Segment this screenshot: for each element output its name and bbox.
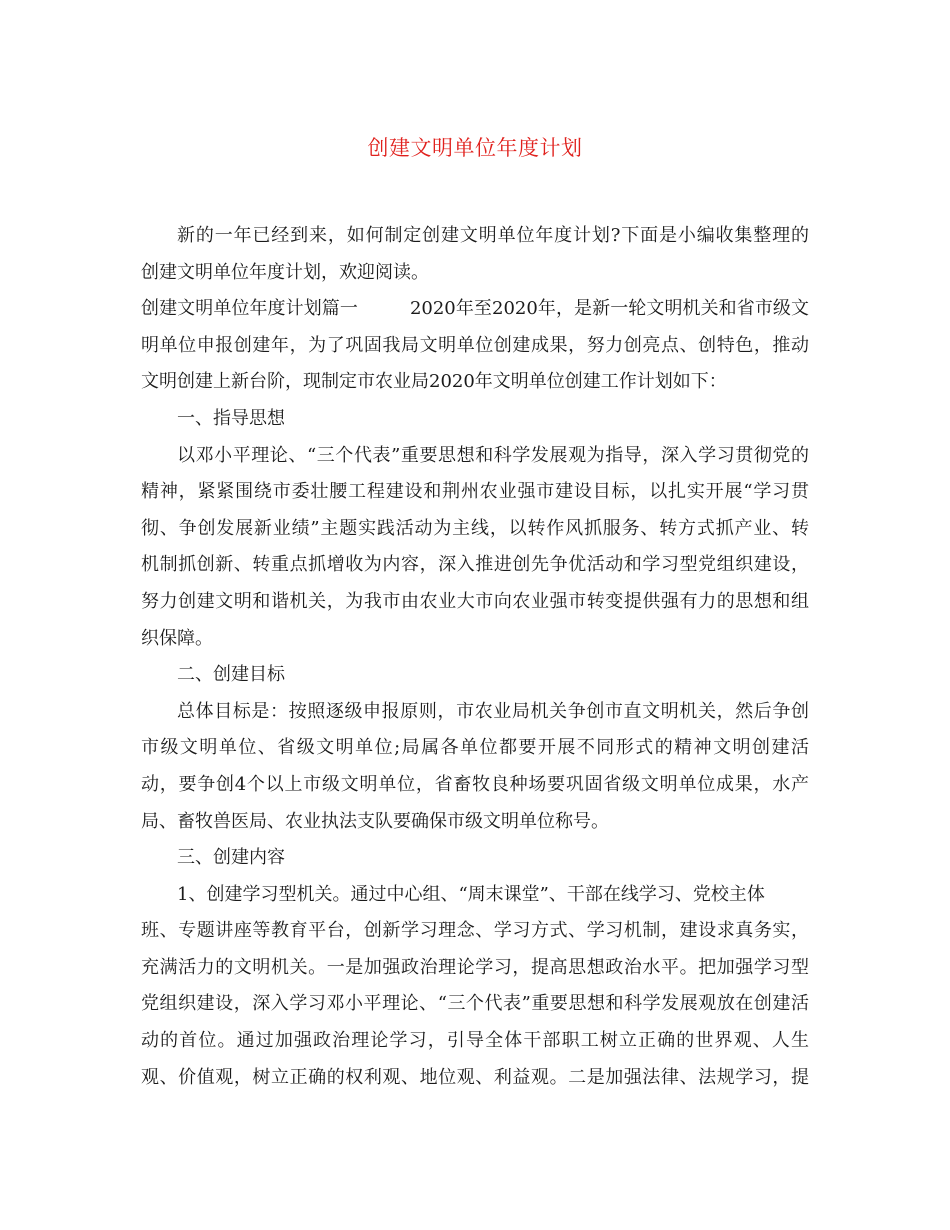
paragraph-line: 文明创建上新台阶，现制定市农业局2020年文明单位创建工作计划如下： xyxy=(141,371,727,393)
paragraph-text: 2020年至2020年，是新一轮文明机关和省市级文 xyxy=(409,298,809,320)
paragraph-line: 努力创建文明和谐机关，为我市由农业大市向农业强市转变提供强有力的思想和组 xyxy=(141,590,809,612)
paragraph-line: 充满活力的文明机关。一是加强政治理论学习，提高思想政治水平。把加强学习型 xyxy=(141,956,809,978)
section-label: 创建文明单位年度计划篇一 xyxy=(141,298,358,320)
paragraph-line xyxy=(141,291,809,328)
document-title: 创建文明单位年度计划 xyxy=(367,136,583,160)
paragraph-line: 市级文明单位、省级文明单位;局属各单位都要开展不同形式的精神文明创建活 xyxy=(141,737,809,759)
paragraph-line: 创建文明单位年度计划，欢迎阅读。 xyxy=(141,261,429,283)
section-heading: 二、创建目标 xyxy=(177,664,285,686)
paragraph-line: 织保障。 xyxy=(141,627,213,649)
paragraph-line: 以邓小平理论、“三个代表”重要思想和科学发展观为指导，深入学习贯彻党的 xyxy=(177,444,809,466)
paragraph-line: 机制抓创新、转重点抓增收为内容，深入推进创先争优活动和学习型党组织建设， xyxy=(141,554,809,576)
paragraph-line: 班、专题讲座等教育平台，创新学习理念、学习方式、学习机制，建设求真务实， xyxy=(141,920,809,942)
section-heading: 三、创建内容 xyxy=(177,847,285,869)
paragraph-line: 观、价值观，树立正确的权利观、地位观、利益观。二是加强法律、法规学习，提 xyxy=(141,1066,809,1088)
paragraph-line: 总体目标是：按照逐级申报原则，市农业局机关争创市直文明机关，然后争创 xyxy=(177,700,809,722)
section-heading: 一、指导思想 xyxy=(177,407,285,429)
document-body xyxy=(141,218,809,1096)
paragraph-line: 精神，紧紧围绕市委壮腰工程建设和荆州农业强市建设目标，以扎实开展“学习贯 xyxy=(141,481,809,503)
paragraph-line: 动的首位。通过加强政治理论学习，引导全体干部职工树立正确的世界观、人生 xyxy=(141,1030,809,1052)
paragraph-line: 明单位申报创建年，为了巩固我局文明单位创建成果，努力创亮点、创特色，推动 xyxy=(141,334,809,356)
paragraph-line: 党组织建设，深入学习邓小平理论、“三个代表”重要思想和科学发展观放在创建活 xyxy=(141,993,809,1015)
paragraph-line: 动，要争创4个以上市级文明单位，省畜牧良种场要巩固省级文明单位成果，水产 xyxy=(141,773,809,795)
paragraph-line: 彻、争创发展新业绩”主题实践活动为主线，以转作风抓服务、转方式抓产业、转 xyxy=(141,517,809,539)
paragraph-line: 局、畜牧兽医局、农业执法支队要确保市级文明单位称号。 xyxy=(141,810,609,832)
paragraph-line: 1、创建学习型机关。通过中心组、“周末课堂”、干部在线学习、党校主体 xyxy=(177,883,765,905)
paragraph-line: 新的一年已经到来，如何制定创建文明单位年度计划?下面是小编收集整理的 xyxy=(177,225,809,246)
